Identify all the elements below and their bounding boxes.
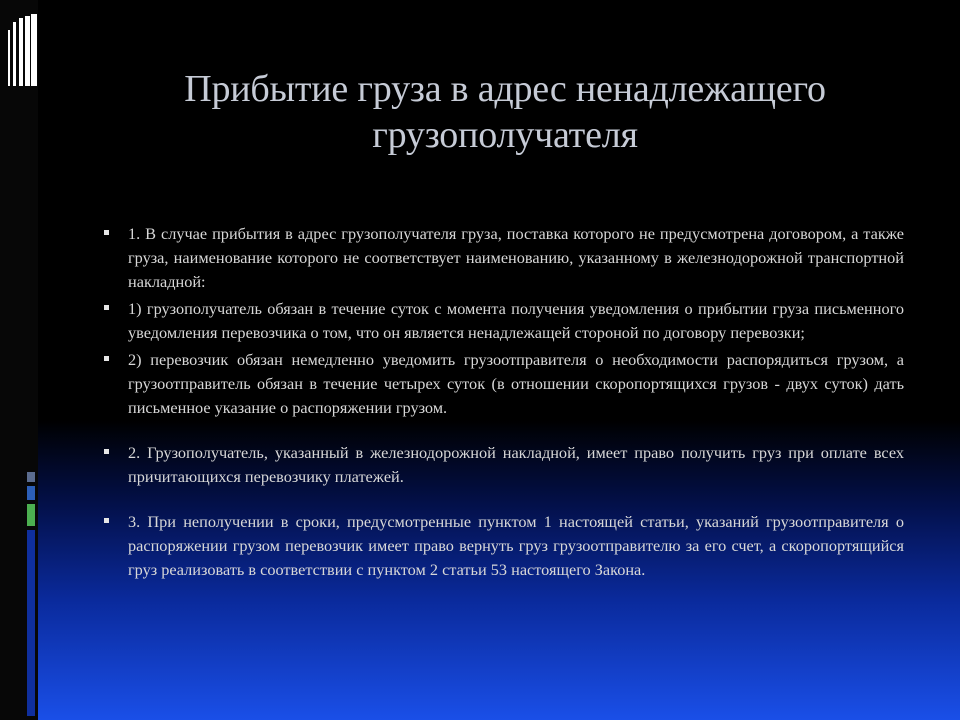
- slide-title: Прибытие груза в адрес ненадлежащего грузополучателя: [184, 68, 826, 156]
- list-item: [104, 510, 904, 582]
- bullet-square-icon: [104, 356, 109, 361]
- list-item: [104, 348, 904, 420]
- list-item: [104, 441, 904, 489]
- list-item: [104, 297, 904, 345]
- bullet-square-icon: [104, 518, 109, 523]
- bullet-square-icon: [104, 449, 109, 454]
- list-item-text: 2. Грузополучатель, указанный в железнодорожной накладной, имеет право получить груз при оплате всех причитающихся перевозчику платежей.: [128, 443, 904, 486]
- list-item-text: 3. При неполучении в сроки, предусмотренные пунктом 1 настоящей статьи, указаний грузоотправителя о распоряжении грузом перевозчик имеет право вернуть груз грузоотправителю за его счет, а скоропортящийся груз реализовать в соответствии с пунктом 2 статьи 53 настоящего Закона.: [128, 512, 904, 579]
- list-item-text: 1) грузополучатель обязан в течение суток с момента получения уведомления о прибытии груза письменного уведомления перевозчика о том, что он является ненадлежащей стороной по договору перевозки;: [128, 299, 904, 342]
- list-item-text: 1. В случае прибытия в адрес грузополучателя груза, поставка которого не предусмотрена договором, а также груза, наименование которого не соответствует наименованию, указанному в железнодорожной транспортной накладной:: [128, 224, 904, 291]
- bullet-square-icon: [104, 305, 109, 310]
- list-item-text: 2) перевозчик обязан немедленно уведомить грузоотправителя о необходимости распорядиться грузом, а грузоотправитель обязан в течение четырех суток (в отношении скоропортящихся грузов - двух суток) дать письменное указание о распоряжении грузом.: [128, 350, 904, 417]
- bullet-list: [104, 222, 904, 582]
- list-item: [104, 222, 904, 294]
- bullet-square-icon: [104, 230, 109, 235]
